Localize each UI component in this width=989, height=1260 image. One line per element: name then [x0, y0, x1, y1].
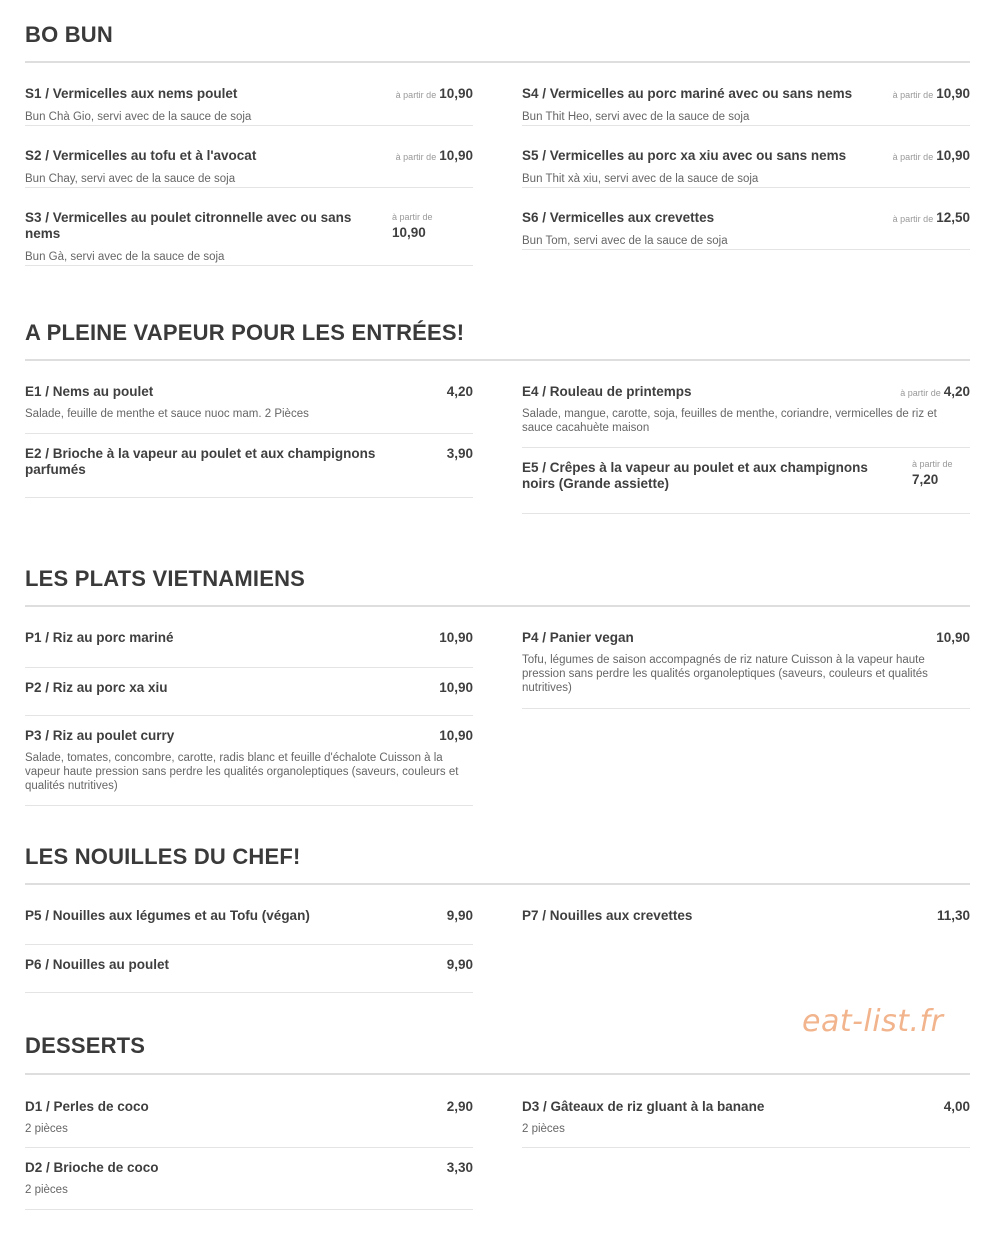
item-price [447, 908, 473, 924]
price-value: 10,90 [439, 86, 473, 101]
item-description: Bun Tom, servi avec de la sauce de soja [522, 235, 728, 247]
item-description: Bun Chay, servi avec de la sauce de soja [25, 173, 236, 185]
item-description: Salade, feuille de menthe et sauce nuoc mam. 2 Pièces [25, 408, 309, 420]
price-prefix: à partir de [892, 214, 934, 224]
price-prefix: à partir de [395, 152, 437, 162]
menu-item[interactable] [25, 1148, 473, 1210]
menu-column-left [25, 362, 473, 498]
item-price [893, 148, 970, 165]
price-prefix: à partir de [900, 388, 941, 398]
section-desserts [25, 1033, 970, 1223]
item-description: Bun Thit Heo, servi avec de la sauce de soja [522, 111, 750, 123]
menu-column-right [522, 64, 970, 250]
item-name: E4 / Rouleau de printemps [522, 384, 692, 399]
item-name: P2 / Riz au porc xa xiu [25, 680, 168, 695]
item-name: S6 / Vermicelles aux crevettes [522, 210, 715, 225]
item-description: Tofu, légumes de saison accompagnés de riz nature Cuisson à la vapeur haute pression sans perdre les qualités organoleptiques (saveurs, couleurs et qualités nutritives) [522, 654, 928, 694]
menu-column-right [522, 608, 970, 709]
section-divider [25, 359, 970, 361]
item-name: D1 / Perles de coco [25, 1099, 149, 1114]
price-value: 10,90 [392, 225, 426, 240]
menu-item[interactable] [25, 64, 473, 126]
item-price [439, 728, 473, 744]
menu-column-left [25, 886, 473, 993]
item-description: 2 pièces [522, 1123, 565, 1135]
item-price [944, 1099, 970, 1115]
price-prefix: à partir de [892, 90, 934, 100]
menu-item[interactable] [25, 1076, 473, 1148]
item-price [447, 1099, 473, 1115]
price-value: 10,90 [936, 148, 970, 163]
item-name: P6 / Nouilles au poulet [25, 957, 170, 972]
menu-item[interactable] [522, 448, 970, 514]
item-price [937, 908, 970, 924]
item-name: P7 / Nouilles aux crevettes [522, 908, 693, 923]
price-value: 9,90 [446, 908, 473, 923]
section-divider [25, 1073, 970, 1075]
menu-item[interactable] [25, 126, 473, 188]
watermark-text: eat-list.fr [802, 1004, 944, 1039]
price-value: 3,90 [446, 446, 473, 461]
item-name: P1 / Riz au porc mariné [25, 630, 174, 645]
price-value: 4,00 [943, 1099, 970, 1114]
item-name: S5 / Vermicelles au porc xa xiu avec ou sans nems [522, 148, 847, 163]
price-value: 9,90 [446, 957, 473, 972]
menu-item[interactable] [522, 188, 970, 250]
menu-item[interactable] [25, 362, 473, 434]
price-value: 11,30 [936, 908, 970, 923]
item-description: Bun Gà, servi avec de la sauce de soja [25, 251, 225, 263]
menu-column-right [522, 886, 970, 945]
item-price [396, 148, 473, 165]
price-prefix: à partir de [395, 90, 437, 100]
item-name: S1 / Vermicelles aux nems poulet [25, 86, 238, 101]
menu-item[interactable] [25, 886, 473, 945]
section-title: BO BUN [25, 22, 113, 47]
item-price [447, 957, 473, 973]
menu-item[interactable] [522, 362, 970, 448]
item-price [439, 630, 473, 646]
item-name: P5 / Nouilles aux légumes et au Tofu (végan) [25, 908, 310, 923]
menu-column-left [25, 608, 473, 806]
price-value: 4,20 [943, 384, 970, 399]
section-bo-bun [25, 22, 970, 282]
menu-item[interactable] [522, 608, 970, 709]
price-value: 2,90 [446, 1099, 473, 1114]
item-name: E1 / Nems au poulet [25, 384, 154, 399]
item-description: Salade, mangue, carotte, soja, feuilles de menthe, coriandre, vermicelles de riz et sauce cacahuète maison [522, 408, 937, 434]
menu-item[interactable] [25, 608, 473, 668]
price-value: 10,90 [936, 630, 970, 645]
section-title: DESSERTS [25, 1033, 146, 1058]
section-title: A PLEINE VAPEUR POUR LES ENTRÉES! [25, 320, 465, 345]
section-title: LES PLATS VIETNAMIENS [25, 566, 306, 591]
item-name: E2 / Brioche à la vapeur au poulet et aux champignons parfumés [25, 446, 376, 477]
item-name: D2 / Brioche de coco [25, 1160, 159, 1175]
menu-item[interactable] [25, 668, 473, 716]
item-price [893, 86, 970, 103]
item-price [447, 446, 473, 462]
price-value: 12,50 [936, 210, 970, 225]
section-divider [25, 61, 970, 63]
item-name: S2 / Vermicelles au tofu et à l'avocat [25, 148, 257, 163]
section-title: LES NOUILLES DU CHEF! [25, 844, 301, 869]
item-name: D3 / Gâteaux de riz gluant à la banane [522, 1099, 765, 1114]
item-name: P4 / Panier vegan [522, 630, 634, 645]
item-price [900, 384, 970, 401]
section-plats-vietnamiens [25, 566, 970, 816]
menu-column-right [522, 362, 970, 514]
price-value: 10,90 [439, 630, 473, 645]
price-value: 10,90 [936, 86, 970, 101]
menu-column-right [522, 1076, 970, 1148]
item-description: Bun Chà Gio, servi avec de la sauce de soja [25, 111, 252, 123]
menu-item [522, 886, 970, 945]
section-divider [25, 605, 970, 607]
price-value: 10,90 [439, 148, 473, 163]
menu-item[interactable] [522, 126, 970, 188]
price-prefix: à partir de [392, 212, 433, 222]
menu-column-left [25, 1076, 473, 1210]
item-name: S4 / Vermicelles au porc mariné avec ou sans nems [522, 86, 853, 101]
item-price [396, 86, 473, 103]
section-divider [25, 883, 970, 885]
item-description: 2 pièces [25, 1123, 68, 1135]
menu-item[interactable] [522, 1076, 970, 1148]
price-value: 4,20 [446, 384, 473, 399]
item-price [447, 384, 473, 400]
item-price [392, 212, 433, 241]
item-description: Bun Thit xà xiu, servi avec de la sauce de soja [522, 173, 759, 185]
menu-item[interactable] [25, 716, 473, 806]
item-name: S3 / Vermicelles au poulet citronnelle avec ou sans nems [25, 210, 352, 241]
menu-item[interactable] [25, 188, 473, 266]
section-entrees [25, 320, 970, 520]
item-name: E5 / Crêpes à la vapeur au poulet et aux champignons noirs (Grande assiette) [522, 460, 868, 491]
menu-item[interactable] [522, 64, 970, 126]
menu-item[interactable] [25, 434, 473, 498]
price-value: 3,30 [446, 1160, 473, 1175]
item-price [936, 630, 970, 646]
price-value: 10,90 [439, 680, 473, 695]
price-value: 7,20 [912, 472, 939, 487]
menu-item[interactable] [25, 945, 473, 993]
item-price [893, 210, 970, 227]
price-value: 10,90 [439, 728, 473, 743]
item-price [912, 459, 953, 488]
item-price [447, 1160, 473, 1176]
item-name: P3 / Riz au poulet curry [25, 728, 175, 743]
price-prefix: à partir de [912, 459, 953, 469]
menu-column-left [25, 64, 473, 266]
price-prefix: à partir de [892, 152, 934, 162]
item-description: 2 pièces [25, 1184, 68, 1196]
section-nouilles-du-chef [25, 844, 970, 999]
item-price [439, 680, 473, 696]
item-description: Salade, tomates, concombre, carotte, radis blanc et feuille d'échalote Cuisson à la vapeur haute pression sans perdre les qualités organoleptiques (saveurs, couleurs et qualités nutritives) [25, 752, 459, 792]
